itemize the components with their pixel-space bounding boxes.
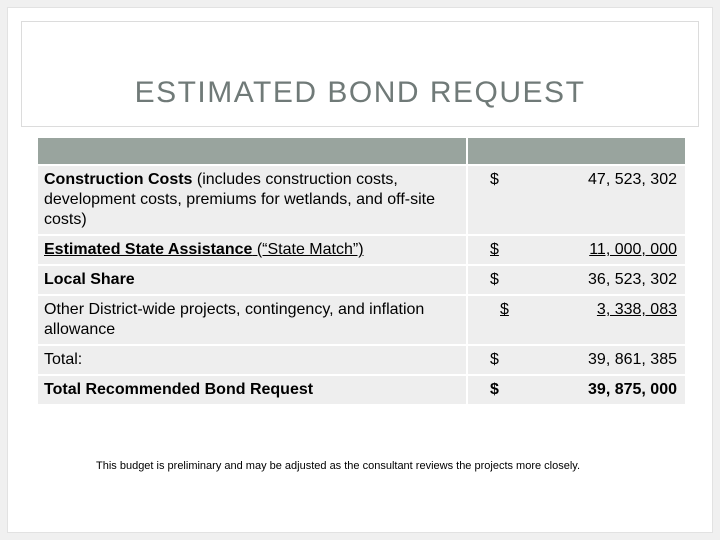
currency-symbol: $	[490, 381, 499, 398]
row-label-detail: Total:	[44, 351, 83, 368]
row-label	[37, 375, 467, 405]
row-amount	[467, 375, 686, 405]
header-cell-label	[37, 137, 467, 165]
row-label-bold: Local Share	[44, 271, 135, 288]
row-amount	[467, 235, 686, 265]
row-label	[37, 235, 467, 265]
row-label	[37, 345, 467, 375]
table-row-local-share	[37, 265, 686, 295]
row-label-bold: Total Recommended Bond Request	[44, 381, 314, 398]
table-row-state-assistance	[37, 235, 686, 265]
row-amount	[467, 165, 686, 235]
amount-value: 39, 875, 000	[588, 381, 677, 398]
amount-value: 47, 523, 302	[588, 171, 677, 188]
currency-symbol: $	[490, 171, 499, 188]
row-amount	[467, 295, 686, 345]
amount-value: 39, 861, 385	[588, 351, 677, 368]
currency-symbol: $	[490, 241, 499, 258]
table-row-construction-costs	[37, 165, 686, 235]
currency-symbol: $	[490, 271, 499, 288]
row-amount	[467, 265, 686, 295]
row-label-detail: (includes construction costs, development costs, premiums for wetlands, and off-site costs)	[44, 171, 435, 228]
row-amount	[467, 345, 686, 375]
table-row-recommended-bond	[37, 375, 686, 405]
title-band	[22, 22, 698, 126]
currency-symbol: $	[500, 301, 509, 318]
amount-value: 36, 523, 302	[588, 271, 677, 288]
amount-value: 11, 000, 000	[589, 241, 677, 258]
row-label	[37, 165, 467, 235]
amount-value: 3, 338, 083	[596, 301, 677, 318]
row-label	[37, 295, 467, 345]
row-label-detail: Other District-wide projects, contingency, and inflation allowance	[44, 301, 425, 338]
row-label	[37, 265, 467, 295]
row-label-detail: (“State Match”)	[252, 241, 364, 258]
header-cell-amount	[467, 137, 686, 165]
row-label-bold: Estimated State Assistance	[44, 241, 253, 258]
footnote: This budget is preliminary and may be adjusted as the consultant reviews the projects more closely.	[96, 460, 581, 472]
table-row-other-projects	[37, 295, 686, 345]
slide-title: ESTIMATED BOND REQUEST	[134, 76, 586, 109]
budget-table	[36, 136, 687, 406]
table-header-row	[37, 137, 686, 165]
currency-symbol: $	[490, 351, 499, 368]
table-row-total	[37, 345, 686, 375]
row-label-bold: Construction Costs	[44, 171, 193, 188]
